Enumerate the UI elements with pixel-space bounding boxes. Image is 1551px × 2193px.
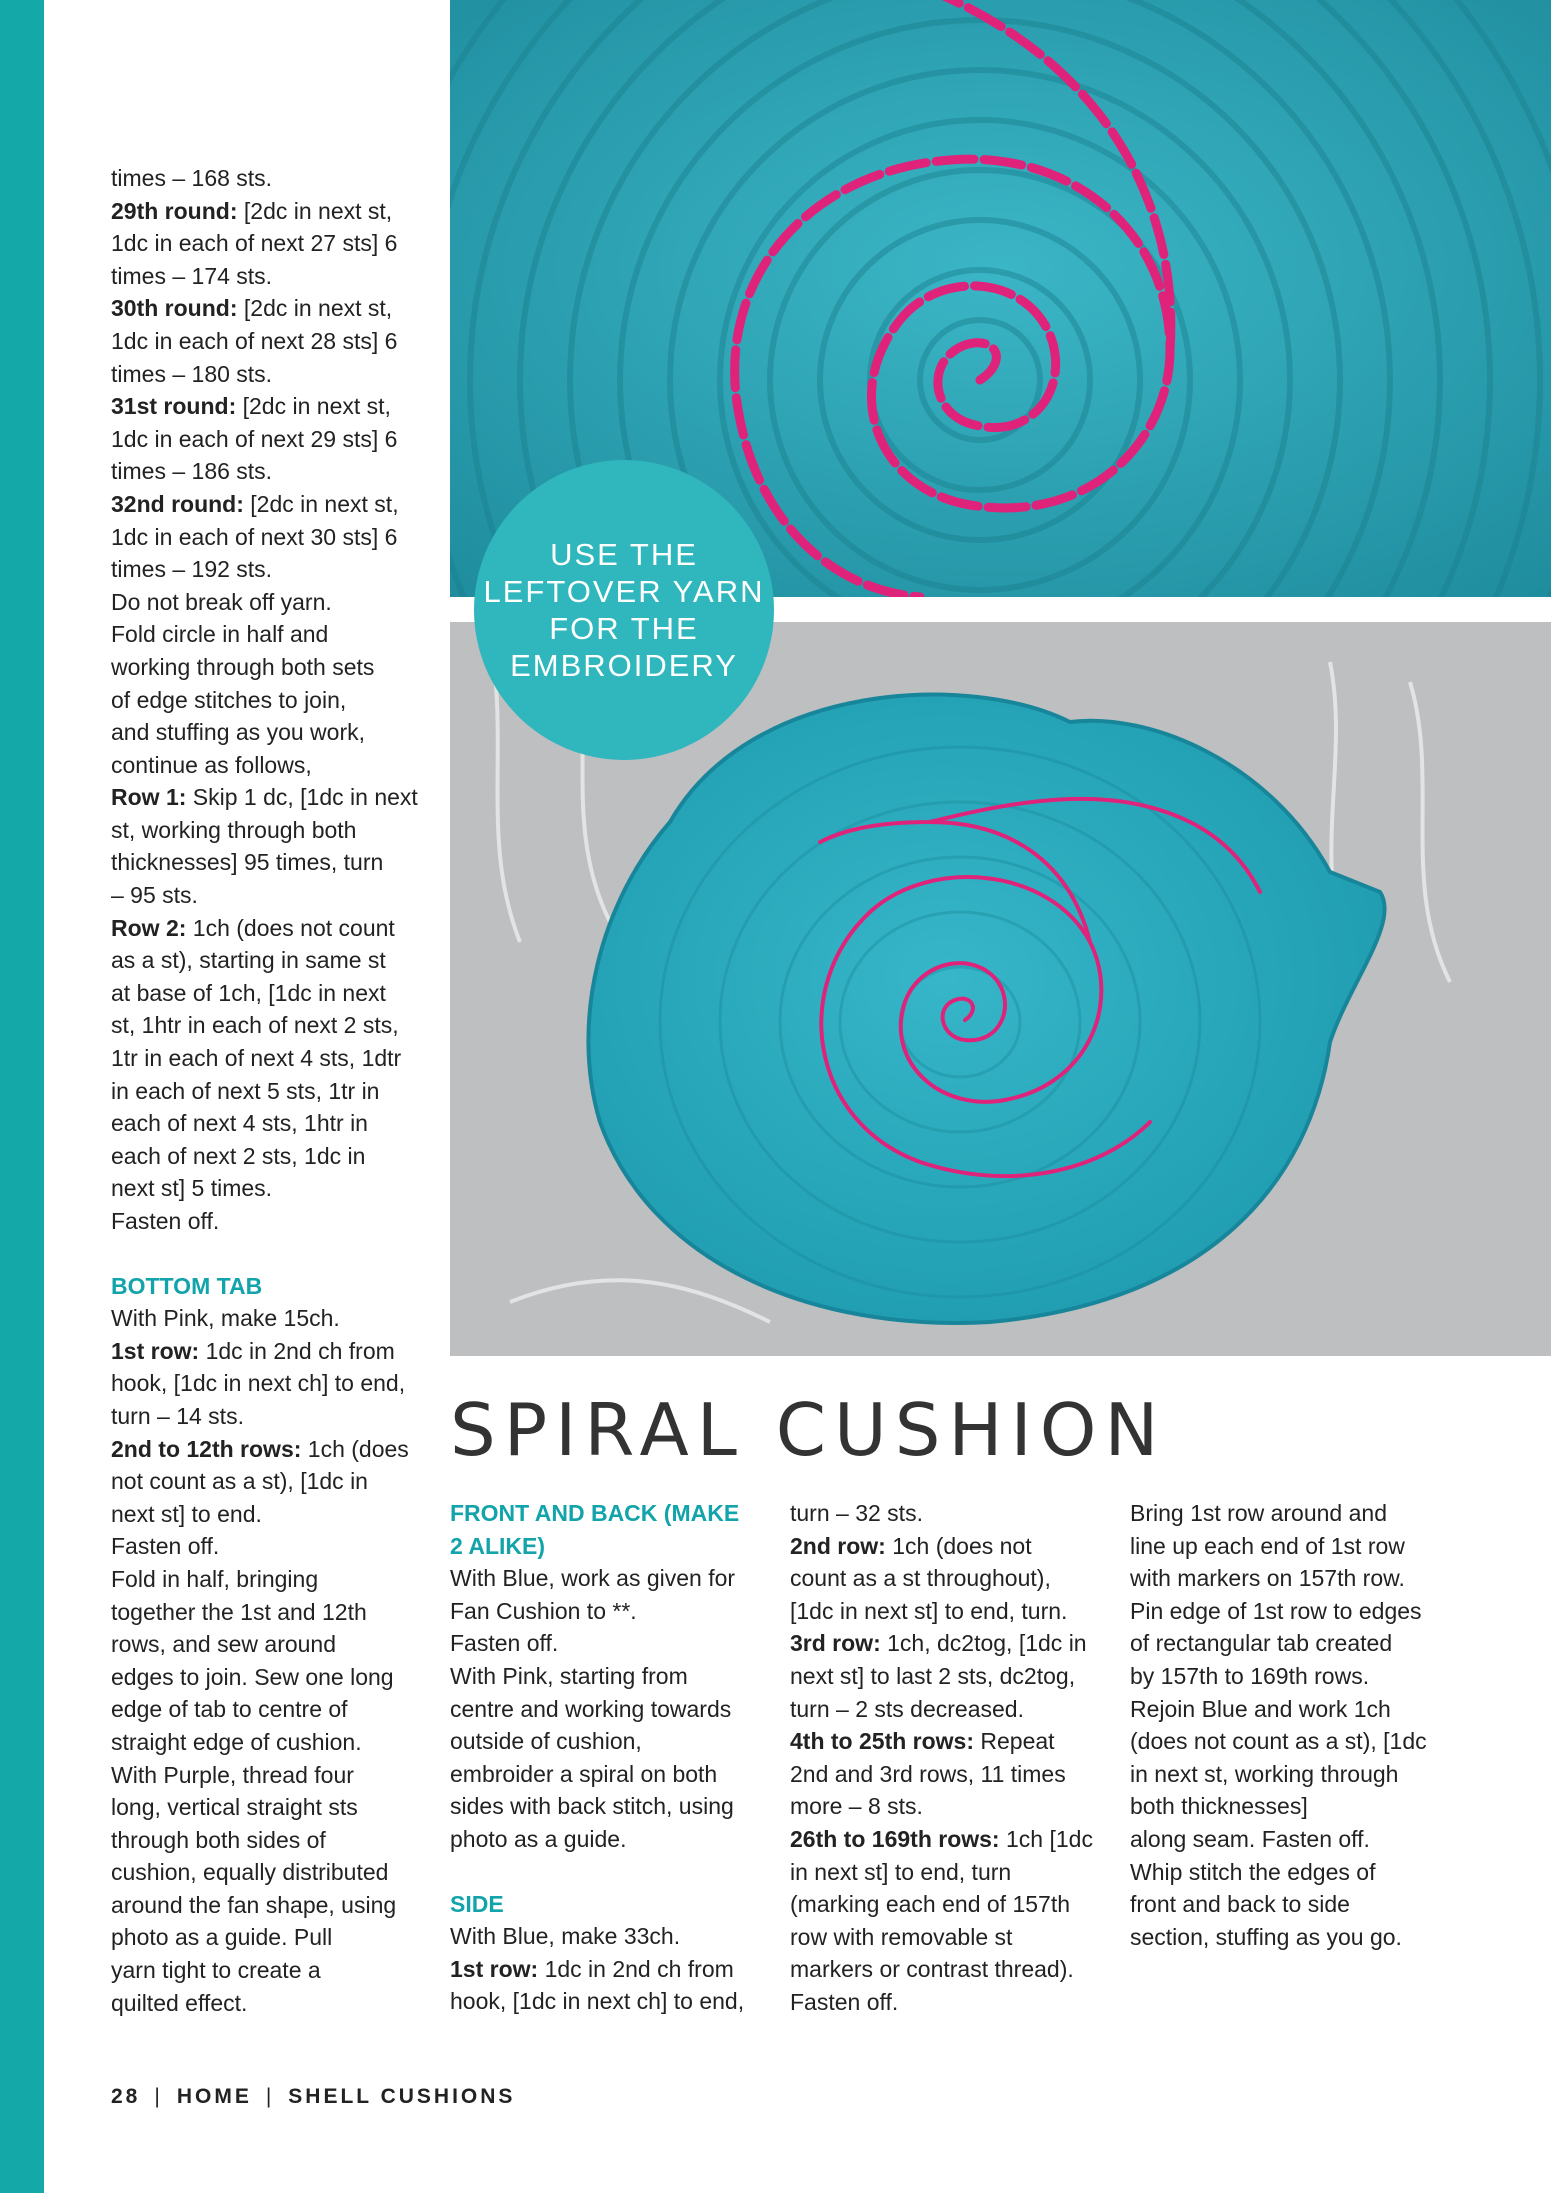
pattern-column-4: Bring 1st row around and line up each end of 1st row with markers on 157th row. Pin edge of 1st row to edges of rectangular tab created by 157th to 169th rows. Rejoin Blue and work 1ch (does not count as a st), [1dc in next st, working through both thicknesses] along seam. Fasten off. Whip stitch the edges of front and back to side section, stuffing as you go. <box>1130 1500 1427 1950</box>
section-heading-front-back: FRONT AND BACK (MAKE <box>450 1500 740 1526</box>
section-heading-side: SIDE <box>450 1890 504 1917</box>
teal-edge-bar <box>0 0 44 2193</box>
pattern-column-3: turn – 32 sts. 2nd row: 1ch (does not count as a st throughout), [1dc in next st] to end, turn. 3rd row: 1ch, dc2tog, [1dc in next st] to last 2 sts, dc2tog, turn – 2 sts decreased. 4th to 25th rows: Repeat 2nd and 3rd rows, 11 times more – 8 sts. 26th to 169th rows: 1ch [1dc in next st] to end, turn (marking each end of 157th row with removable st markers or contrast thread). Fasten off. <box>790 1500 1093 2015</box>
pattern-column-2: FRONT AND BACK (MAKE 2 ALIKE) With Blue, work as given for Fan Cushion to **. Fasten off. With Pink, starting from centre and working towards outside of cushion, embroider a spiral on both sides with back stitch, using photo as a guide. SIDE With Blue, make 33ch. 1st row: 1dc in 2nd ch from hook, [1dc in next ch] to end, <box>450 1497 770 2018</box>
page-title: SPIRAL CUSHION <box>450 1388 1167 1472</box>
embroidery-tip-badge: USE THE LEFTOVER YARN FOR THE EMBROIDERY <box>474 460 774 760</box>
footer-title: SHELL CUSHIONS <box>288 2085 516 2108</box>
page-number: 28 <box>111 2085 141 2108</box>
section-heading-bottom-tab: BOTTOM TAB <box>111 1272 263 1299</box>
page-footer: 28 | HOME | SHELL CUSHIONS <box>111 2085 516 2108</box>
pattern-column-1: times – 168 sts. 29th round: [2dc in next st, 1dc in each of next 27 sts] 6 times – 174 sts. 30th round: [2dc in next st, 1dc in each of next 28 sts] 6 times – 180 sts. 31st round: [2dc in next st, 1dc in each of next 29 sts] 6 times – 186 sts. 32nd round: [2dc in next st, 1dc in each of next 30 sts] 6 times – 192 sts. Do not break off yarn. Fold circle in half and working through both sets of edge stitches to join, and stuffing as you work, continue as follows, Row 1: Skip 1 dc, [1dc in next st, working through both thicknesses] 95 times, turn – 95 sts. Row 2: 1ch (does not count as a st), starting in same st at base of 1ch, [1dc in next st, 1htr in each of next 2 sts, 1tr in each of next 4 sts, 1dtr in each of next 5 sts, 1tr in each of next 4 sts, 1htr in each of next 2 sts, 1dc in next st] 5 times. Fasten off. BOTTOM TAB With Pink, make 15ch. 1st row: 1dc in 2nd ch from hook, [1dc in next ch] to end, turn – 14 sts. 2nd to 12th rows: 1ch (does not count as a st), [1dc in next st] to end. Fasten off. Fold in half, bringing together the 1st and 12th rows, and sew around edges to join. Sew one long edge of tab to centre of straight edge of cushion. With Purple, thread four long, vertical straight sts through both sides of cushion, equally distributed around the fan shape, using photo as a guide. Pull yarn tight to create a quilted effect. <box>111 162 426 2019</box>
footer-section: HOME <box>176 2085 252 2108</box>
